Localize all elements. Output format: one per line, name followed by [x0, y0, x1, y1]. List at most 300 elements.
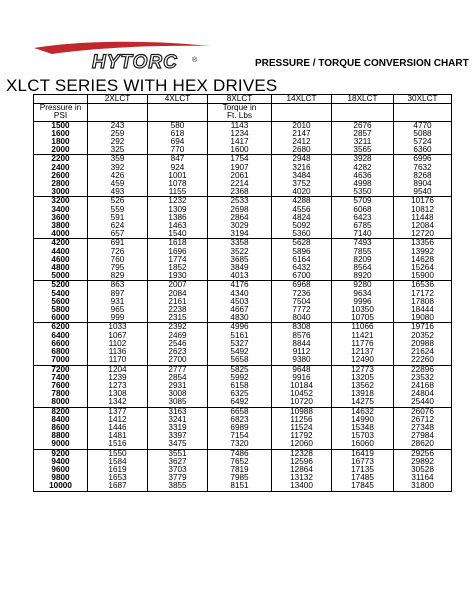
- pressure-cell: 8200: [34, 407, 88, 416]
- torque-cell: 2680: [272, 146, 332, 155]
- pressure-cell: 8000: [34, 398, 88, 407]
- torque-cell: 760: [88, 256, 148, 264]
- torque-cell: 19716: [394, 323, 452, 332]
- torque-cell: 31800: [394, 482, 452, 491]
- torque-cell: 3397: [148, 432, 208, 440]
- table-row: [34, 172, 452, 180]
- torque-cell: 2161: [148, 298, 208, 306]
- table-row: [34, 206, 452, 214]
- torque-cell: 24168: [394, 382, 452, 390]
- pressure-cell: 4400: [34, 248, 88, 256]
- torque-cell: 2533: [208, 197, 272, 206]
- torque-cell: 5724: [394, 138, 452, 146]
- torque-cell: 965: [88, 306, 148, 314]
- torque-cell: 5327: [208, 340, 272, 348]
- table-row: [34, 374, 452, 382]
- torque-cell: 17808: [394, 298, 452, 306]
- torque-cell: 11066: [332, 323, 394, 332]
- torque-cell: 1309: [148, 206, 208, 214]
- torque-cell: 4503: [208, 298, 272, 306]
- table-row: [34, 340, 452, 348]
- torque-cell: 4556: [272, 206, 332, 214]
- torque-cell: 7819: [208, 466, 272, 474]
- torque-cell: 3211: [332, 138, 394, 146]
- torque-cell: 21624: [394, 348, 452, 356]
- torque-cell: 243: [88, 121, 148, 130]
- torque-cell: 1584: [88, 458, 148, 466]
- torque-cell: 5896: [272, 248, 332, 256]
- table-row: [34, 323, 452, 332]
- torque-cell: 6325: [208, 390, 272, 398]
- torque-cell: 6164: [272, 256, 332, 264]
- torque-cell: 10350: [332, 306, 394, 314]
- torque-cell: 7154: [208, 432, 272, 440]
- torque-cell: 22260: [394, 356, 452, 365]
- torque-cell: 657: [88, 230, 148, 239]
- torque-cell: 2084: [148, 290, 208, 298]
- torque-cell: 924: [148, 164, 208, 172]
- torque-cell: 29256: [394, 449, 452, 458]
- torque-cell: 16060: [332, 440, 394, 449]
- torque-cell: 2315: [148, 314, 208, 323]
- torque-cell: 15264: [394, 264, 452, 272]
- torque-cell: 2931: [148, 382, 208, 390]
- torque-cell: 7140: [332, 230, 394, 239]
- pressure-block: [34, 281, 452, 323]
- torque-cell: 8308: [272, 323, 332, 332]
- torque-cell: 2864: [208, 214, 272, 222]
- table-row: [34, 458, 452, 466]
- torque-cell: 3779: [148, 474, 208, 482]
- torque-cell: 7320: [208, 440, 272, 449]
- header-cell: 8XLCT: [208, 95, 272, 104]
- torque-cell: 493: [88, 188, 148, 197]
- torque-cell: 1516: [88, 440, 148, 449]
- torque-cell: 6823: [208, 416, 272, 424]
- table-row: [34, 138, 452, 146]
- torque-cell: 1078: [148, 180, 208, 188]
- logo-registered-mark: ®: [192, 57, 198, 64]
- torque-cell: 5350: [332, 188, 394, 197]
- torque-cell: 9996: [332, 298, 394, 306]
- torque-cell: 11792: [272, 432, 332, 440]
- pressure-block: [34, 197, 452, 239]
- torque-cell: 4636: [332, 172, 394, 180]
- table-row: [34, 239, 452, 248]
- header-cell: 2XLCT: [88, 95, 148, 104]
- torque-cell: 15703: [332, 432, 394, 440]
- pressure-cell: 2400: [34, 164, 88, 172]
- pressure-cell: 2200: [34, 155, 88, 164]
- torque-cell: 7486: [208, 449, 272, 458]
- torque-cell: 13992: [394, 248, 452, 256]
- torque-cell: 7493: [332, 239, 394, 248]
- torque-cell: 1234: [208, 130, 272, 138]
- table-row: [34, 432, 452, 440]
- torque-cell: 3241: [148, 416, 208, 424]
- table-row: [34, 230, 452, 239]
- pressure-cell: 6400: [34, 332, 88, 340]
- torque-cell: 15900: [394, 272, 452, 281]
- table-row: [34, 407, 452, 416]
- torque-cell: 17135: [332, 466, 394, 474]
- torque-unit: Ft. Lbs: [208, 112, 272, 121]
- torque-cell: 5825: [208, 365, 272, 374]
- table-row: [34, 180, 452, 188]
- torque-cell: 2368: [208, 188, 272, 197]
- table-row: [34, 482, 452, 491]
- torque-cell: 1143: [208, 121, 272, 130]
- torque-cell: 7504: [272, 298, 332, 306]
- torque-cell: 3216: [272, 164, 332, 172]
- torque-cell: 9540: [394, 188, 452, 197]
- pressure-cell: 9800: [34, 474, 88, 482]
- pressure-cell: 1600: [34, 130, 88, 138]
- torque-cell: 1696: [148, 248, 208, 256]
- table-row: [34, 188, 452, 197]
- torque-cell: 3703: [148, 466, 208, 474]
- torque-cell: 11421: [332, 332, 394, 340]
- torque-cell: 1412: [88, 416, 148, 424]
- pressure-cell: 3000: [34, 188, 88, 197]
- torque-cell: 12060: [272, 440, 332, 449]
- torque-cell: 20988: [394, 340, 452, 348]
- pressure-cell: 2600: [34, 172, 88, 180]
- pressure-cell: 7600: [34, 382, 88, 390]
- torque-cell: 3522: [208, 248, 272, 256]
- torque-cell: 1618: [148, 239, 208, 248]
- table-row: [34, 290, 452, 298]
- torque-cell: 16536: [394, 281, 452, 290]
- torque-cell: 12084: [394, 222, 452, 230]
- torque-cell: 6432: [272, 264, 332, 272]
- table-row: [34, 474, 452, 482]
- torque-cell: 8268: [394, 172, 452, 180]
- table-row: [34, 256, 452, 264]
- torque-cell: 2854: [148, 374, 208, 382]
- torque-cell: 7652: [208, 458, 272, 466]
- torque-cell: 2392: [148, 323, 208, 332]
- torque-cell: 8209: [332, 256, 394, 264]
- torque-cell: 12596: [272, 458, 332, 466]
- torque-cell: 6068: [332, 206, 394, 214]
- torque-cell: 1273: [88, 382, 148, 390]
- torque-cell: 1653: [88, 474, 148, 482]
- pressure-cell: 6800: [34, 348, 88, 356]
- torque-cell: 2147: [272, 130, 332, 138]
- torque-cell: 15348: [332, 424, 394, 432]
- torque-cell: 13356: [394, 239, 452, 248]
- table-row: [34, 449, 452, 458]
- torque-cell: 3685: [208, 256, 272, 264]
- torque-cell: 591: [88, 214, 148, 222]
- torque-cell: 3928: [332, 155, 394, 164]
- torque-cell: 1232: [148, 197, 208, 206]
- torque-cell: 359: [88, 155, 148, 164]
- torque-cell: 5092: [272, 222, 332, 230]
- pressure-cell: 6200: [34, 323, 88, 332]
- pressure-cell: 4800: [34, 264, 88, 272]
- torque-cell: 5492: [208, 348, 272, 356]
- torque-cell: 2010: [272, 121, 332, 130]
- pressure-cell: 6000: [34, 314, 88, 323]
- torque-cell: 1600: [208, 146, 272, 155]
- torque-cell: 7772: [272, 306, 332, 314]
- chart-title: PRESSURE / TORQUE CONVERSION CHART: [255, 58, 469, 69]
- unit-label-row: [34, 104, 452, 113]
- torque-cell: 1540: [148, 230, 208, 239]
- torque-cell: 23532: [394, 374, 452, 382]
- torque-cell: 2698: [208, 206, 272, 214]
- table-row: [34, 298, 452, 306]
- torque-cell: 1170: [88, 356, 148, 365]
- torque-cell: 14628: [394, 256, 452, 264]
- torque-cell: 20352: [394, 332, 452, 340]
- hytorc-logo: [32, 40, 222, 80]
- table-row: [34, 466, 452, 474]
- torque-cell: 770: [148, 146, 208, 155]
- torque-cell: 5161: [208, 332, 272, 340]
- torque-cell: 7632: [394, 164, 452, 172]
- pressure-block: [34, 407, 452, 449]
- pressure-cell: 9600: [34, 466, 88, 474]
- torque-cell: 3551: [148, 449, 208, 458]
- table-row: [34, 264, 452, 272]
- torque-cell: 847: [148, 155, 208, 164]
- table-row: [34, 197, 452, 206]
- torque-cell: 4998: [332, 180, 394, 188]
- torque-cell: 726: [88, 248, 148, 256]
- torque-cell: 1204: [88, 365, 148, 374]
- table-row: [34, 164, 452, 172]
- table-row: [34, 390, 452, 398]
- table-row: [34, 281, 452, 290]
- torque-cell: 12720: [394, 230, 452, 239]
- pressure-cell: 1500: [34, 121, 88, 130]
- header-cell: 30XLCT: [394, 95, 452, 104]
- torque-cell: 1033: [88, 323, 148, 332]
- torque-cell: 5992: [208, 374, 272, 382]
- pressure-unit: PSI: [34, 112, 88, 121]
- torque-cell: 3194: [208, 230, 272, 239]
- torque-cell: 795: [88, 264, 148, 272]
- torque-cell: 3029: [208, 222, 272, 230]
- torque-cell: 2214: [208, 180, 272, 188]
- torque-cell: 5088: [394, 130, 452, 138]
- torque-cell: 580: [148, 121, 208, 130]
- torque-cell: 4770: [394, 121, 452, 130]
- torque-cell: 4020: [272, 188, 332, 197]
- header-cell: 4XLCT: [148, 95, 208, 104]
- torque-cell: 2676: [332, 121, 394, 130]
- torque-cell: 17845: [332, 482, 394, 491]
- torque-cell: 11776: [332, 340, 394, 348]
- torque-cell: 1481: [88, 432, 148, 440]
- torque-cell: 292: [88, 138, 148, 146]
- pressure-cell: 9000: [34, 440, 88, 449]
- torque-label: Torque in: [208, 104, 272, 113]
- pressure-cell: 5200: [34, 281, 88, 290]
- torque-cell: 4282: [332, 164, 394, 172]
- torque-cell: 618: [148, 130, 208, 138]
- pressure-cell: 8600: [34, 424, 88, 432]
- torque-cell: 28620: [394, 440, 452, 449]
- torque-cell: 3565: [332, 146, 394, 155]
- torque-cell: 4340: [208, 290, 272, 298]
- torque-cell: 25440: [394, 398, 452, 407]
- pressure-cell: 3400: [34, 206, 88, 214]
- torque-cell: 11256: [272, 416, 332, 424]
- torque-cell: 1239: [88, 374, 148, 382]
- torque-cell: 17485: [332, 474, 394, 482]
- torque-cell: 11524: [272, 424, 332, 432]
- torque-cell: 6158: [208, 382, 272, 390]
- torque-cell: 3855: [148, 482, 208, 491]
- pressure-cell: 3800: [34, 222, 88, 230]
- pressure-cell: 3200: [34, 197, 88, 206]
- table-row: [34, 248, 452, 256]
- torque-cell: 5628: [272, 239, 332, 248]
- torque-cell: 392: [88, 164, 148, 172]
- torque-cell: 8904: [394, 180, 452, 188]
- torque-cell: 829: [88, 272, 148, 281]
- torque-cell: 999: [88, 314, 148, 323]
- torque-cell: 1687: [88, 482, 148, 491]
- table-row: [34, 121, 452, 130]
- torque-cell: 2007: [148, 281, 208, 290]
- torque-cell: 691: [88, 239, 148, 248]
- torque-cell: 3484: [272, 172, 332, 180]
- torque-cell: 31164: [394, 474, 452, 482]
- torque-cell: 7236: [272, 290, 332, 298]
- torque-cell: 1754: [208, 155, 272, 164]
- torque-cell: 1067: [88, 332, 148, 340]
- torque-cell: 426: [88, 172, 148, 180]
- table-row: [34, 398, 452, 407]
- unit-label-row: [34, 112, 452, 121]
- torque-cell: 16773: [332, 458, 394, 466]
- table-row: [34, 306, 452, 314]
- table-row: [34, 424, 452, 432]
- torque-cell: 3475: [148, 440, 208, 449]
- pressure-cell: 5600: [34, 298, 88, 306]
- torque-cell: 10176: [394, 197, 452, 206]
- torque-cell: 12490: [332, 356, 394, 365]
- torque-cell: 325: [88, 146, 148, 155]
- torque-cell: 694: [148, 138, 208, 146]
- pressure-cell: 10000: [34, 482, 88, 491]
- torque-cell: 9280: [332, 281, 394, 290]
- pressure-cell: 7400: [34, 374, 88, 382]
- torque-cell: 22896: [394, 365, 452, 374]
- torque-cell: 2061: [208, 172, 272, 180]
- torque-cell: 9916: [272, 374, 332, 382]
- torque-cell: 1907: [208, 164, 272, 172]
- pressure-block: [34, 323, 452, 365]
- torque-cell: 3319: [148, 424, 208, 432]
- header-cell: [34, 95, 88, 104]
- torque-cell: 4830: [208, 314, 272, 323]
- pressure-cell: 2000: [34, 146, 88, 155]
- torque-cell: 1001: [148, 172, 208, 180]
- torque-cell: 2857: [332, 130, 394, 138]
- torque-cell: 13918: [332, 390, 394, 398]
- torque-cell: 10812: [394, 206, 452, 214]
- pressure-block: [34, 121, 452, 155]
- torque-cell: 3085: [148, 398, 208, 407]
- torque-cell: 30528: [394, 466, 452, 474]
- torque-cell: 13562: [332, 382, 394, 390]
- torque-cell: 6360: [394, 146, 452, 155]
- torque-cell: 459: [88, 180, 148, 188]
- torque-cell: 14990: [332, 416, 394, 424]
- torque-cell: 1930: [148, 272, 208, 281]
- pressure-cell: 5000: [34, 272, 88, 281]
- torque-cell: 1446: [88, 424, 148, 432]
- torque-cell: 931: [88, 298, 148, 306]
- torque-cell: 2469: [148, 332, 208, 340]
- torque-cell: 10705: [332, 314, 394, 323]
- torque-cell: 4667: [208, 306, 272, 314]
- torque-cell: 18444: [394, 306, 452, 314]
- torque-cell: 2238: [148, 306, 208, 314]
- torque-cell: 8576: [272, 332, 332, 340]
- pressure-block: [34, 449, 452, 491]
- torque-cell: 1550: [88, 449, 148, 458]
- table-row: [34, 146, 452, 155]
- torque-cell: 8040: [272, 314, 332, 323]
- torque-cell: 7855: [332, 248, 394, 256]
- torque-cell: 1377: [88, 407, 148, 416]
- torque-cell: 897: [88, 290, 148, 298]
- torque-cell: 2948: [272, 155, 332, 164]
- torque-cell: 17172: [394, 290, 452, 298]
- pressure-cell: 8400: [34, 416, 88, 424]
- table-row: [34, 272, 452, 281]
- table-row: [34, 130, 452, 138]
- torque-cell: 6658: [208, 407, 272, 416]
- torque-cell: 8844: [272, 340, 332, 348]
- torque-cell: 526: [88, 197, 148, 206]
- torque-cell: 6785: [332, 222, 394, 230]
- torque-cell: 24804: [394, 390, 452, 398]
- table-row: [34, 382, 452, 390]
- torque-cell: 12328: [272, 449, 332, 458]
- torque-cell: 11448: [394, 214, 452, 222]
- torque-cell: 26076: [394, 407, 452, 416]
- torque-cell: 1386: [148, 214, 208, 222]
- pressure-cell: 7200: [34, 365, 88, 374]
- torque-cell: 4824: [272, 214, 332, 222]
- torque-cell: 10720: [272, 398, 332, 407]
- torque-cell: 2700: [148, 356, 208, 365]
- torque-cell: 6996: [394, 155, 452, 164]
- pressure-cell: 5800: [34, 306, 88, 314]
- torque-cell: 12773: [332, 365, 394, 374]
- table-row: [34, 222, 452, 230]
- torque-cell: 1417: [208, 138, 272, 146]
- torque-cell: 3358: [208, 239, 272, 248]
- torque-cell: 26712: [394, 416, 452, 424]
- torque-cell: 5658: [208, 356, 272, 365]
- torque-cell: 10988: [272, 407, 332, 416]
- torque-cell: 9648: [272, 365, 332, 374]
- torque-cell: 8151: [208, 482, 272, 491]
- torque-cell: 9380: [272, 356, 332, 365]
- pressure-label: Pressure in: [34, 104, 88, 113]
- torque-cell: 259: [88, 130, 148, 138]
- pressure-cell: 7800: [34, 390, 88, 398]
